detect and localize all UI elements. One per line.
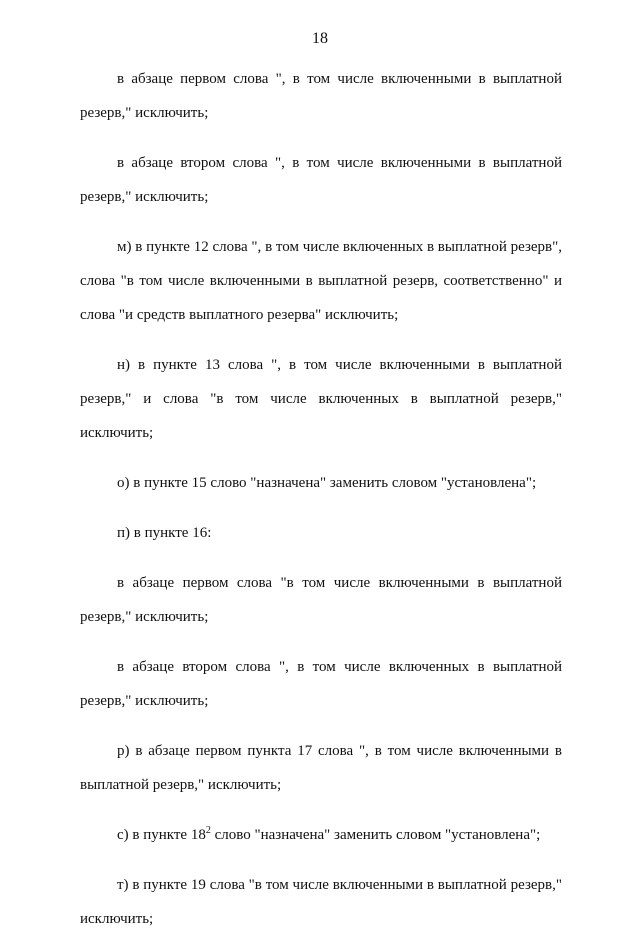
paragraph: н) в пункте 13 слова ", в том числе включенными в выплатной резерв," и слова "в том числе включенных в выплатной резерв," исключить; [80,357,562,441]
paragraph: в абзаце втором слова ", в том числе включенными в выплатной резерв," исключить; [80,155,562,205]
paragraph: в абзаце первом слова ", в том числе включенными в выплатной резерв," исключить; [80,71,562,121]
paragraph-s-before: с) в пункте 18 [117,827,206,843]
paragraph: о) в пункте 15 слово "назначена" заменить словом "установлена"; [117,475,537,491]
document-body [80,62,562,952]
paragraph-s-after: слово "назначена" заменить словом "установлена"; [210,827,541,843]
paragraph: в абзаце первом слова "в том числе включенными в выплатной резерв," исключить; [80,575,562,625]
paragraph: в абзаце втором слова ", в том числе включенных в выплатной резерв," исключить; [80,659,562,709]
paragraph: п) в пункте 16: [117,525,212,541]
paragraph-s [80,818,562,852]
paragraph: р) в абзаце первом пункта 17 слова ", в том числе включенными в выплатной резерв," исключить; [80,743,562,793]
paragraph-t: т) в пункте 19 слова "в том числе включенными в выплатной резерв," исключить; [80,877,562,927]
paragraph-s-superscript: 2 [205,825,211,836]
paragraph: м) в пункте 12 слова ", в том числе включенных в выплатной резерв", слова "в том числе включенными в выплатной резерв, соответственно" и слова "и средств выплатного резерва" исключить; [80,239,562,323]
page-number: 18 [312,30,328,47]
